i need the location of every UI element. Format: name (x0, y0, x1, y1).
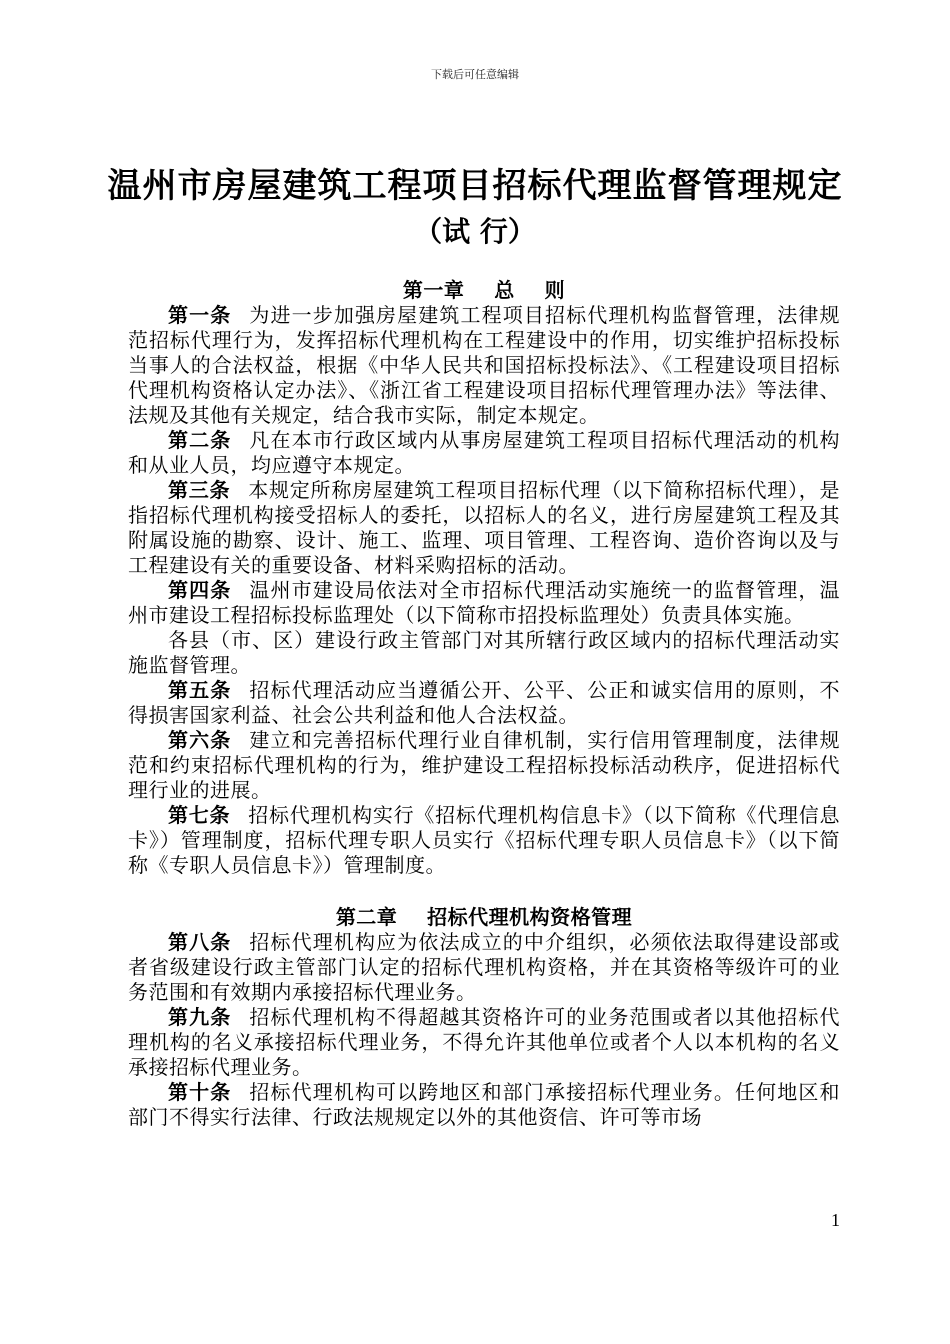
article-number: 第一条 (168, 303, 232, 327)
article-number: 第六条 (168, 728, 232, 752)
article-text: 温州市建设局依法对全市招标代理活动实施统一的监督管理，温州市建设工程招标投标监理处（以下简称市招投标监理处）负责具体实施。 (128, 578, 841, 627)
article-paragraph (128, 428, 840, 478)
article-text: 招标代理机构实行《招标代理机构信息卡》（以下简称《代理信息卡》）管理制度，招标代理专职人员实行《招标代理专职人员信息卡》（以下简称《专职人员信息卡》）管理制度。 (128, 803, 841, 877)
article-paragraph (128, 930, 840, 1005)
chapter-heading: 第一章 总 则 (402, 278, 566, 302)
article-paragraph (128, 803, 840, 878)
article-paragraph (128, 1005, 840, 1080)
article-number: 第三条 (168, 478, 231, 502)
article-number: 第八条 (168, 930, 232, 954)
article-text: 招标代理活动应当遵循公开、公平、公正和诚实信用的原则，不得损害国家利益、社会公共利益和他人合法权益。 (128, 678, 841, 727)
article-paragraph (128, 628, 840, 678)
article-text: 建立和完善招标代理行业自律机制，实行信用管理制度，法律规范和约束招标代理机构的行为，维护建设工程招标投标活动秩序，促进招标代理行业的进展。 (128, 728, 841, 802)
document-subtitle: （试 行） (414, 215, 536, 248)
article-number: 第十条 (168, 1080, 232, 1104)
article-number: 第九条 (168, 1005, 232, 1029)
article-paragraph (128, 678, 840, 728)
document-body (128, 278, 840, 1130)
article-text: 本规定所称房屋建筑工程项目招标代理（以下简称招标代理），是指招标代理机构接受招标人的委托，以招标人的名义，进行房屋建筑工程及其附属设施的勘察、设计、施工、监理、项目管理、工程咨询、造价咨询以及与工程建设有关的重要设备、材料采购招标的活动。 (128, 478, 841, 577)
article-paragraph (128, 728, 840, 803)
article-number: 第二条 (168, 428, 232, 452)
page-number: 1 (831, 1210, 840, 1230)
article-number: 第七条 (168, 803, 231, 827)
article-text: 招标代理机构不得超越其资格许可的业务范围或者以其他招标代理机构的名义承接招标代理业务，不得允许其他单位或者个人以本机构的名义承接招标代理业务。 (128, 1005, 841, 1079)
article-number: 第四条 (168, 578, 232, 602)
article-paragraph (128, 303, 840, 428)
article-paragraph (128, 578, 840, 628)
article-paragraph (128, 478, 840, 578)
chapter-heading: 第二章 招标代理机构资格管理 (335, 905, 633, 929)
article-paragraph (128, 1080, 840, 1130)
article-text: 凡在本市行政区域内从事房屋建筑工程项目招标代理活动的机构和从业人员，均应遵守本规定。 (128, 428, 841, 477)
article-text: 各县（市、区）建设行政主管部门对其所辖行政区域内的招标代理活动实施监督管理。 (128, 628, 840, 677)
article-text: 为进一步加强房屋建筑工程项目招标代理机构监督管理，法律规范招标代理行为，发挥招标代理机构在工程建设中的作用，切实维护招标投标当事人的合法权益，根据《中华人民共和国招标投标法》、《工程建设项目招标代理机构资格认定办法》、《浙江省工程建设项目招标代理管理办法》等法律、法规及其他有关规定，结合我市实际，制定本规定。 (128, 303, 841, 427)
article-text: 招标代理机构应为依法成立的中介组织，必须依法取得建设部或者省级建设行政主管部门认定的招标代理机构资格，并在其资格等级许可的业务范围和有效期内承接招标代理业务。 (128, 930, 841, 1004)
document-title: 温州市房屋建筑工程项目招标代理监督管理规定 (107, 166, 843, 206)
article-text: 招标代理机构可以跨地区和部门承接招标代理业务。任何地区和部门不得实行法律、行政法规规定以外的其他资信、许可等市场 (128, 1080, 841, 1129)
article-number: 第五条 (168, 678, 232, 702)
header-note: 下载后可任意编辑 (431, 68, 519, 81)
